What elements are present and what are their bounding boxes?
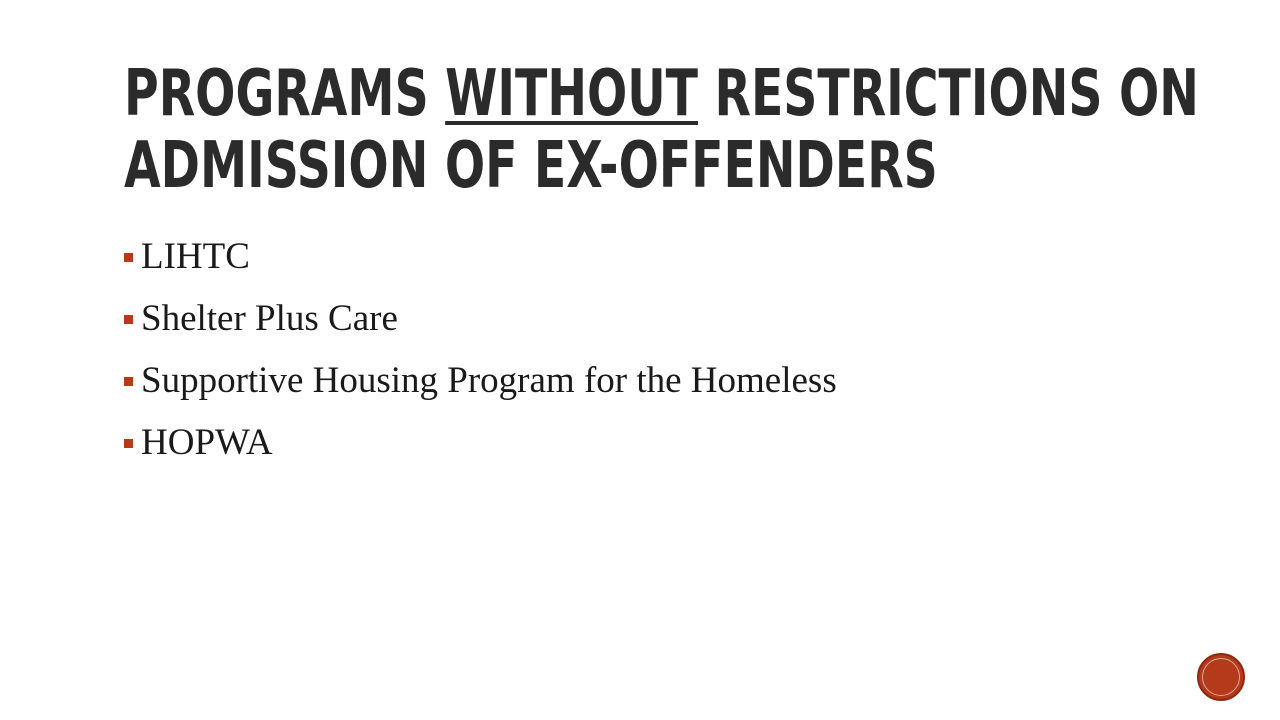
bullet-text: Supportive Housing Program for the Homeless — [141, 359, 837, 401]
slide-title — [124, 57, 1199, 203]
square-bullet-icon — [124, 315, 133, 324]
slide-nav-circle-icon[interactable] — [1197, 653, 1245, 701]
bullet-text: LIHTC — [141, 235, 250, 277]
bullet-item — [124, 287, 837, 349]
bullet-text: Shelter Plus Care — [141, 297, 398, 339]
title-text-after: RESTRICTIONS ON — [697, 57, 1199, 131]
bullet-text: HOPWA — [141, 421, 273, 463]
square-bullet-icon — [124, 439, 133, 448]
bullet-item — [124, 411, 837, 473]
square-bullet-icon — [124, 377, 133, 386]
title-text-before: PROGRAMS — [124, 57, 446, 131]
square-bullet-icon — [124, 253, 133, 262]
bullet-item — [124, 225, 837, 287]
title-underlined-word: WITHOUT — [445, 57, 698, 131]
bullet-item — [124, 349, 837, 411]
title-line-2: ADMISSION OF EX-OFFENDERS — [124, 129, 938, 203]
bullet-list — [124, 225, 837, 473]
title-line-1 — [124, 57, 1199, 131]
